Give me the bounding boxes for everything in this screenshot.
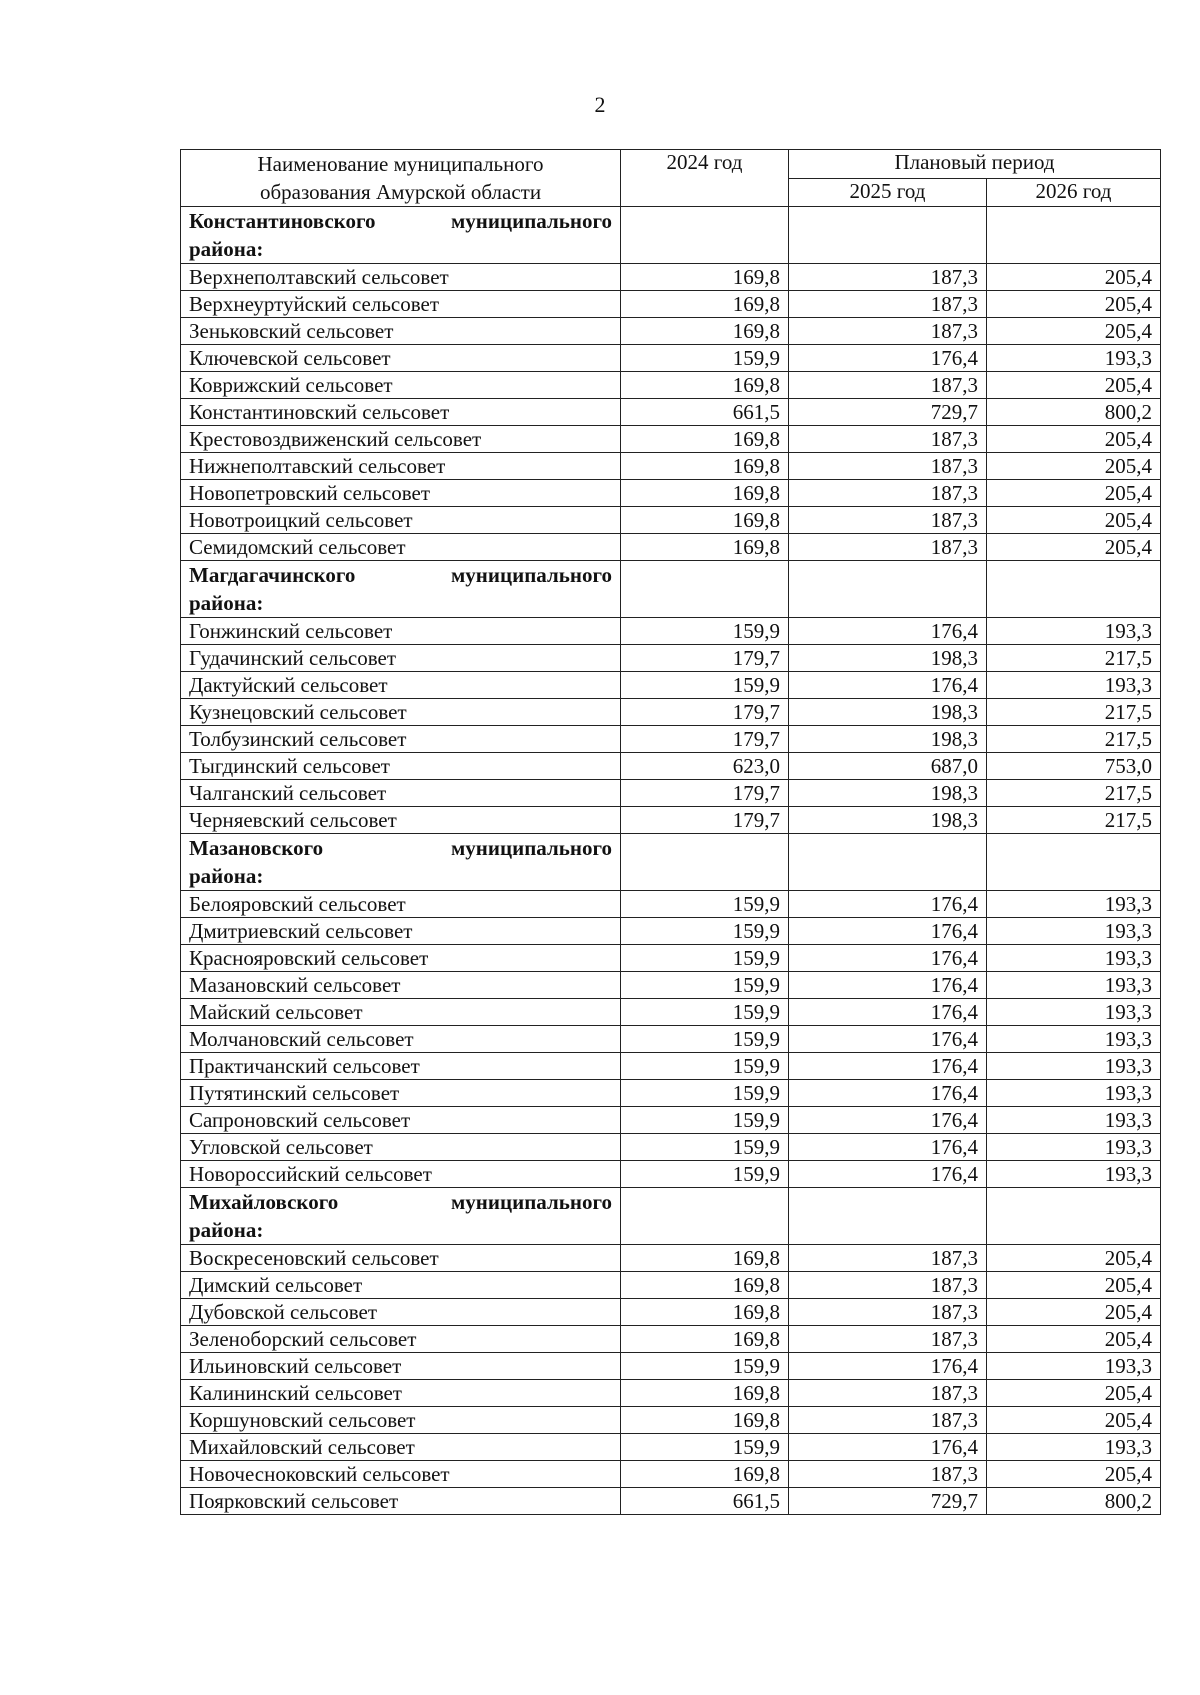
cell-value-2024: 159,9 bbox=[621, 1026, 789, 1053]
table-row bbox=[181, 780, 1161, 807]
cell-value-2025: 176,4 bbox=[789, 1161, 987, 1188]
cell-municipality: Дубовской сельсовет bbox=[181, 1299, 621, 1326]
allocation-table-container bbox=[180, 149, 1160, 1515]
table-row bbox=[181, 972, 1161, 999]
cell-value-2024: 169,8 bbox=[621, 1272, 789, 1299]
cell-value-2025: 176,4 bbox=[789, 1026, 987, 1053]
cell-value-2024: 159,9 bbox=[621, 945, 789, 972]
page-number: 2 bbox=[594, 92, 606, 117]
cell-value-2025: 176,4 bbox=[789, 891, 987, 918]
cell-value-2026: 205,4 bbox=[987, 318, 1161, 345]
cell-value-2026: 205,4 bbox=[987, 264, 1161, 291]
cell-value-2025: 187,3 bbox=[789, 1245, 987, 1272]
cell-value-2024: 623,0 bbox=[621, 753, 789, 780]
cell-value-2024: 169,8 bbox=[621, 372, 789, 399]
empty-cell bbox=[987, 834, 1161, 891]
empty-cell bbox=[789, 834, 987, 891]
district-name-line2: района: bbox=[189, 591, 264, 615]
cell-value-2025: 176,4 bbox=[789, 1134, 987, 1161]
table-row bbox=[181, 372, 1161, 399]
header-municipality-line2: образования Амурской области bbox=[259, 180, 542, 204]
header-municipality-line1: Наименование муниципального bbox=[257, 152, 544, 176]
cell-value-2025: 176,4 bbox=[789, 1353, 987, 1380]
cell-value-2024: 179,7 bbox=[621, 807, 789, 834]
table-row bbox=[181, 534, 1161, 561]
cell-value-2024: 159,9 bbox=[621, 918, 789, 945]
empty-cell bbox=[987, 207, 1161, 264]
empty-cell bbox=[789, 561, 987, 618]
cell-municipality: Чалганский сельсовет bbox=[181, 780, 621, 807]
cell-value-2025: 198,3 bbox=[789, 699, 987, 726]
cell-value-2024: 169,8 bbox=[621, 426, 789, 453]
cell-value-2026: 205,4 bbox=[987, 291, 1161, 318]
cell-value-2025: 187,3 bbox=[789, 1326, 987, 1353]
cell-value-2026: 205,4 bbox=[987, 1299, 1161, 1326]
cell-municipality: Крестовоздвиженский сельсовет bbox=[181, 426, 621, 453]
cell-value-2026: 205,4 bbox=[987, 534, 1161, 561]
cell-value-2026: 800,2 bbox=[987, 399, 1161, 426]
cell-municipality: Зеленоборский сельсовет bbox=[181, 1326, 621, 1353]
cell-value-2025: 176,4 bbox=[789, 972, 987, 999]
cell-value-2025: 198,3 bbox=[789, 645, 987, 672]
table-row bbox=[181, 1107, 1161, 1134]
table-row bbox=[181, 1461, 1161, 1488]
cell-value-2026: 205,4 bbox=[987, 1245, 1161, 1272]
table-row bbox=[181, 807, 1161, 834]
table-row bbox=[181, 1272, 1161, 1299]
cell-municipality: Путятинский сельсовет bbox=[181, 1080, 621, 1107]
cell-municipality: Тыгдинский сельсовет bbox=[181, 753, 621, 780]
cell-value-2026: 193,3 bbox=[987, 345, 1161, 372]
cell-value-2024: 159,9 bbox=[621, 999, 789, 1026]
cell-municipality: Семидомский сельсовет bbox=[181, 534, 621, 561]
table-body bbox=[181, 150, 1161, 1515]
table-row bbox=[181, 1161, 1161, 1188]
empty-cell bbox=[987, 1188, 1161, 1245]
table-row bbox=[181, 753, 1161, 780]
cell-value-2025: 176,4 bbox=[789, 618, 987, 645]
cell-municipality: Новороссийский сельсовет bbox=[181, 1161, 621, 1188]
empty-cell bbox=[621, 207, 789, 264]
cell-value-2025: 176,4 bbox=[789, 672, 987, 699]
district-name bbox=[181, 207, 621, 264]
table-row bbox=[181, 453, 1161, 480]
table-row bbox=[181, 426, 1161, 453]
cell-value-2025: 176,4 bbox=[789, 1434, 987, 1461]
cell-value-2026: 205,4 bbox=[987, 1326, 1161, 1353]
cell-value-2026: 205,4 bbox=[987, 1461, 1161, 1488]
cell-value-2024: 169,8 bbox=[621, 291, 789, 318]
cell-value-2025: 187,3 bbox=[789, 426, 987, 453]
cell-value-2025: 187,3 bbox=[789, 507, 987, 534]
cell-municipality: Белояровский сельсовет bbox=[181, 891, 621, 918]
cell-value-2025: 198,3 bbox=[789, 780, 987, 807]
cell-value-2025: 187,3 bbox=[789, 453, 987, 480]
table-row bbox=[181, 1353, 1161, 1380]
district-name bbox=[181, 561, 621, 618]
cell-value-2025: 176,4 bbox=[789, 999, 987, 1026]
cell-value-2024: 169,8 bbox=[621, 453, 789, 480]
table-row bbox=[181, 1407, 1161, 1434]
cell-value-2025: 187,3 bbox=[789, 1407, 987, 1434]
district-name-line1 bbox=[189, 561, 612, 589]
cell-value-2024: 179,7 bbox=[621, 780, 789, 807]
cell-value-2024: 159,9 bbox=[621, 972, 789, 999]
cell-value-2026: 217,5 bbox=[987, 807, 1161, 834]
district-name-word: Мазановского bbox=[189, 836, 324, 860]
table-row bbox=[181, 945, 1161, 972]
cell-value-2026: 193,3 bbox=[987, 999, 1161, 1026]
cell-value-2026: 205,4 bbox=[987, 372, 1161, 399]
empty-cell bbox=[789, 1188, 987, 1245]
cell-value-2026: 193,3 bbox=[987, 891, 1161, 918]
cell-value-2024: 159,9 bbox=[621, 1107, 789, 1134]
empty-cell bbox=[621, 1188, 789, 1245]
cell-value-2024: 169,8 bbox=[621, 1326, 789, 1353]
cell-value-2026: 205,4 bbox=[987, 453, 1161, 480]
header-year-2025: 2025 год bbox=[789, 178, 987, 207]
cell-municipality: Дмитриевский сельсовет bbox=[181, 918, 621, 945]
cell-value-2025: 187,3 bbox=[789, 480, 987, 507]
cell-value-2026: 205,4 bbox=[987, 480, 1161, 507]
cell-value-2024: 169,8 bbox=[621, 534, 789, 561]
cell-municipality: Димский сельсовет bbox=[181, 1272, 621, 1299]
cell-value-2025: 176,4 bbox=[789, 1080, 987, 1107]
cell-value-2024: 159,9 bbox=[621, 672, 789, 699]
cell-municipality: Дактуйский сельсовет bbox=[181, 672, 621, 699]
cell-value-2026: 193,3 bbox=[987, 918, 1161, 945]
cell-value-2024: 169,8 bbox=[621, 1407, 789, 1434]
cell-value-2026: 193,3 bbox=[987, 618, 1161, 645]
cell-municipality: Практичанский сельсовет bbox=[181, 1053, 621, 1080]
cell-municipality: Ильиновский сельсовет bbox=[181, 1353, 621, 1380]
cell-municipality: Зеньковский сельсовет bbox=[181, 318, 621, 345]
cell-value-2026: 193,3 bbox=[987, 1353, 1161, 1380]
cell-municipality: Ключевской сельсовет bbox=[181, 345, 621, 372]
cell-municipality: Кузнецовский сельсовет bbox=[181, 699, 621, 726]
cell-value-2024: 159,9 bbox=[621, 1053, 789, 1080]
cell-value-2024: 169,8 bbox=[621, 1380, 789, 1407]
district-name-word: муниципального bbox=[451, 209, 612, 233]
table-row bbox=[181, 1053, 1161, 1080]
empty-cell bbox=[621, 834, 789, 891]
cell-municipality: Черняевский сельсовет bbox=[181, 807, 621, 834]
table-row bbox=[181, 1026, 1161, 1053]
cell-municipality: Новопетровский сельсовет bbox=[181, 480, 621, 507]
cell-value-2025: 729,7 bbox=[789, 399, 987, 426]
district-row bbox=[181, 207, 1161, 264]
table-row bbox=[181, 726, 1161, 753]
cell-municipality: Краснояровский сельсовет bbox=[181, 945, 621, 972]
header-plan-period: Плановый период bbox=[789, 150, 1161, 179]
cell-value-2024: 159,9 bbox=[621, 1161, 789, 1188]
cell-value-2024: 169,8 bbox=[621, 1299, 789, 1326]
cell-value-2024: 661,5 bbox=[621, 1488, 789, 1515]
cell-municipality: Новотроицкий сельсовет bbox=[181, 507, 621, 534]
cell-municipality: Константиновский сельсовет bbox=[181, 399, 621, 426]
cell-municipality: Воскресеновский сельсовет bbox=[181, 1245, 621, 1272]
district-name-line1 bbox=[189, 1188, 612, 1216]
table-row bbox=[181, 618, 1161, 645]
district-name-line1 bbox=[189, 834, 612, 862]
cell-value-2026: 193,3 bbox=[987, 1026, 1161, 1053]
table-row bbox=[181, 891, 1161, 918]
table-row bbox=[181, 1326, 1161, 1353]
cell-value-2026: 193,3 bbox=[987, 1107, 1161, 1134]
cell-value-2025: 187,3 bbox=[789, 1461, 987, 1488]
cell-municipality: Майский сельсовет bbox=[181, 999, 621, 1026]
cell-value-2026: 217,5 bbox=[987, 699, 1161, 726]
cell-value-2024: 169,8 bbox=[621, 1245, 789, 1272]
table-row bbox=[181, 699, 1161, 726]
cell-value-2025: 187,3 bbox=[789, 534, 987, 561]
cell-value-2025: 176,4 bbox=[789, 345, 987, 372]
table-row bbox=[181, 918, 1161, 945]
cell-value-2025: 176,4 bbox=[789, 918, 987, 945]
cell-value-2026: 193,3 bbox=[987, 672, 1161, 699]
header-year-2026: 2026 год bbox=[987, 178, 1161, 207]
table-row bbox=[181, 264, 1161, 291]
district-name-word: муниципального bbox=[451, 836, 612, 860]
cell-municipality: Сапроновский сельсовет bbox=[181, 1107, 621, 1134]
cell-value-2024: 661,5 bbox=[621, 399, 789, 426]
cell-value-2025: 187,3 bbox=[789, 264, 987, 291]
cell-value-2025: 187,3 bbox=[789, 318, 987, 345]
cell-municipality: Калининский сельсовет bbox=[181, 1380, 621, 1407]
cell-municipality: Коршуновский сельсовет bbox=[181, 1407, 621, 1434]
district-row bbox=[181, 834, 1161, 891]
cell-value-2026: 193,3 bbox=[987, 1134, 1161, 1161]
header-municipality bbox=[181, 150, 621, 207]
cell-value-2024: 179,7 bbox=[621, 699, 789, 726]
header-year-2024: 2024 год bbox=[621, 150, 789, 207]
cell-municipality: Нижнеполтавский сельсовет bbox=[181, 453, 621, 480]
cell-value-2025: 729,7 bbox=[789, 1488, 987, 1515]
table-row bbox=[181, 999, 1161, 1026]
empty-cell bbox=[789, 207, 987, 264]
table-row bbox=[181, 1134, 1161, 1161]
cell-value-2025: 187,3 bbox=[789, 1380, 987, 1407]
table-row bbox=[181, 291, 1161, 318]
table-row bbox=[181, 645, 1161, 672]
cell-municipality: Михайловский сельсовет bbox=[181, 1434, 621, 1461]
district-name-word: муниципального bbox=[451, 563, 612, 587]
cell-value-2024: 159,9 bbox=[621, 891, 789, 918]
table-row bbox=[181, 1245, 1161, 1272]
cell-value-2025: 187,3 bbox=[789, 291, 987, 318]
district-name-line2: района: bbox=[189, 237, 264, 261]
cell-value-2026: 193,3 bbox=[987, 1434, 1161, 1461]
cell-municipality: Верхнеуртуйский сельсовет bbox=[181, 291, 621, 318]
empty-cell bbox=[987, 561, 1161, 618]
table-row bbox=[181, 318, 1161, 345]
cell-value-2024: 179,7 bbox=[621, 645, 789, 672]
cell-value-2025: 187,3 bbox=[789, 372, 987, 399]
cell-value-2026: 193,3 bbox=[987, 1161, 1161, 1188]
cell-municipality: Угловской сельсовет bbox=[181, 1134, 621, 1161]
cell-value-2026: 217,5 bbox=[987, 726, 1161, 753]
table-row bbox=[181, 345, 1161, 372]
cell-value-2026: 800,2 bbox=[987, 1488, 1161, 1515]
district-name bbox=[181, 1188, 621, 1245]
cell-value-2024: 159,9 bbox=[621, 1134, 789, 1161]
cell-municipality: Поярковский сельсовет bbox=[181, 1488, 621, 1515]
cell-value-2026: 205,4 bbox=[987, 426, 1161, 453]
empty-cell bbox=[621, 561, 789, 618]
cell-value-2025: 198,3 bbox=[789, 726, 987, 753]
table-row bbox=[181, 1488, 1161, 1515]
cell-value-2024: 169,8 bbox=[621, 264, 789, 291]
cell-value-2024: 169,8 bbox=[621, 480, 789, 507]
cell-municipality: Новочесноковский сельсовет bbox=[181, 1461, 621, 1488]
cell-value-2024: 159,9 bbox=[621, 1080, 789, 1107]
district-name-line2: района: bbox=[189, 1218, 264, 1242]
table-row bbox=[181, 507, 1161, 534]
cell-value-2024: 169,8 bbox=[621, 318, 789, 345]
header-row-1 bbox=[181, 150, 1161, 179]
cell-value-2026: 217,5 bbox=[987, 645, 1161, 672]
cell-municipality: Гонжинский сельсовет bbox=[181, 618, 621, 645]
cell-value-2024: 159,9 bbox=[621, 1353, 789, 1380]
district-name-word: муниципального bbox=[451, 1190, 612, 1214]
table-row bbox=[181, 480, 1161, 507]
table-row bbox=[181, 672, 1161, 699]
cell-value-2026: 193,3 bbox=[987, 945, 1161, 972]
cell-municipality: Толбузинский сельсовет bbox=[181, 726, 621, 753]
table-row bbox=[181, 1434, 1161, 1461]
cell-value-2025: 176,4 bbox=[789, 945, 987, 972]
cell-municipality: Гудачинский сельсовет bbox=[181, 645, 621, 672]
cell-value-2024: 179,7 bbox=[621, 726, 789, 753]
cell-value-2024: 159,9 bbox=[621, 1434, 789, 1461]
cell-value-2026: 193,3 bbox=[987, 1053, 1161, 1080]
cell-value-2026: 205,4 bbox=[987, 1380, 1161, 1407]
cell-municipality: Верхнеполтавский сельсовет bbox=[181, 264, 621, 291]
cell-value-2026: 205,4 bbox=[987, 507, 1161, 534]
table-row bbox=[181, 1299, 1161, 1326]
table-row bbox=[181, 399, 1161, 426]
cell-value-2025: 176,4 bbox=[789, 1053, 987, 1080]
district-name-word: Магдагачинского bbox=[189, 563, 356, 587]
district-name-line1 bbox=[189, 207, 612, 235]
table-row bbox=[181, 1380, 1161, 1407]
cell-value-2026: 193,3 bbox=[987, 1080, 1161, 1107]
cell-value-2024: 159,9 bbox=[621, 618, 789, 645]
table-row bbox=[181, 1080, 1161, 1107]
cell-value-2025: 187,3 bbox=[789, 1299, 987, 1326]
cell-municipality: Коврижский сельсовет bbox=[181, 372, 621, 399]
cell-value-2024: 169,8 bbox=[621, 1461, 789, 1488]
district-row bbox=[181, 1188, 1161, 1245]
district-name-word: Михайловского bbox=[189, 1190, 339, 1214]
cell-value-2026: 205,4 bbox=[987, 1272, 1161, 1299]
cell-value-2026: 753,0 bbox=[987, 753, 1161, 780]
cell-value-2025: 176,4 bbox=[789, 1107, 987, 1134]
cell-value-2024: 159,9 bbox=[621, 345, 789, 372]
district-name-word: Константиновского bbox=[189, 209, 376, 233]
cell-value-2025: 198,3 bbox=[789, 807, 987, 834]
cell-municipality: Мазановский сельсовет bbox=[181, 972, 621, 999]
cell-value-2025: 687,0 bbox=[789, 753, 987, 780]
cell-value-2026: 193,3 bbox=[987, 972, 1161, 999]
cell-municipality: Молчановский сельсовет bbox=[181, 1026, 621, 1053]
cell-value-2026: 217,5 bbox=[987, 780, 1161, 807]
cell-value-2026: 205,4 bbox=[987, 1407, 1161, 1434]
district-name bbox=[181, 834, 621, 891]
allocation-table bbox=[180, 149, 1161, 1515]
district-row bbox=[181, 561, 1161, 618]
cell-value-2025: 187,3 bbox=[789, 1272, 987, 1299]
cell-value-2024: 169,8 bbox=[621, 507, 789, 534]
district-name-line2: района: bbox=[189, 864, 264, 888]
